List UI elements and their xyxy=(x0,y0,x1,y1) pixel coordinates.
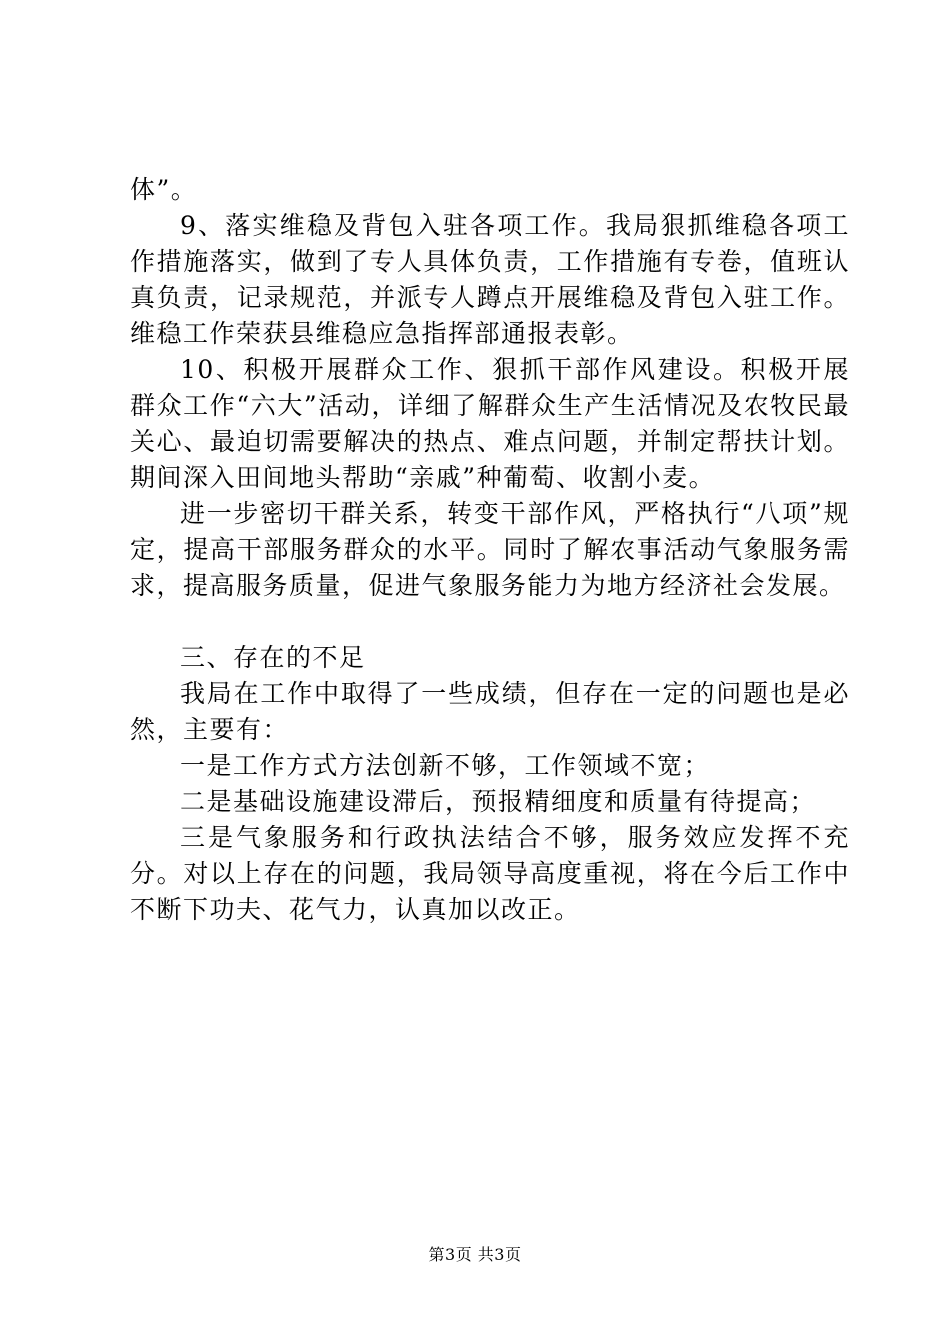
paragraph-relations: 进一步密切干群关系，转变干部作风，严格执行“八项”规定，提高干部服务群众的水平。同时了解农事活动气象服务需求，提高服务质量，促进气象服务能力为地方经济社会发展。 xyxy=(130,499,850,600)
paragraph-continuation: 体”。 xyxy=(130,175,198,204)
document-body xyxy=(130,172,850,928)
list-item-third: 三是气象服务和行政执法结合不够，服务效应发挥不充分。对以上存在的问题，我局领导高度重视，将在今后工作中不断下功夫、花气力，认真加以改正。 xyxy=(130,823,850,924)
paragraph-item-10: 10、积极开展群众工作、狠抓干部作风建设。积极开展群众工作“六大”活动，详细了解群众生产生活情况及农牧民最关心、最迫切需要解决的热点、难点问题，并制定帮扶计划。期间深入田间地头帮助“亲戚”种葡萄、收割小麦。 xyxy=(130,355,850,492)
page-number: 第3页 共3页 xyxy=(428,1245,522,1264)
section-heading-shortcomings: 三、存在的不足 xyxy=(180,643,366,672)
paragraph-shortcomings-intro: 我局在工作中取得了一些成绩，但存在一定的问题也是必然，主要有： xyxy=(130,679,850,744)
list-item-second: 二是基础设施建设滞后，预报精细度和质量有待提高； xyxy=(180,787,817,816)
list-item-first: 一是工作方式方法创新不够，工作领域不宽； xyxy=(180,751,711,780)
page-footer xyxy=(0,1244,950,1266)
paragraph-item-9: 9、落实维稳及背包入驻各项工作。我局狠抓维稳各项工作措施落实，做到了专人具体负责，工作措施有专卷，值班认真负责，记录规范，并派专人蹲点开展维稳及背包入驻工作。维稳工作荣获县维稳应急指挥部通报表彰。 xyxy=(130,211,850,348)
